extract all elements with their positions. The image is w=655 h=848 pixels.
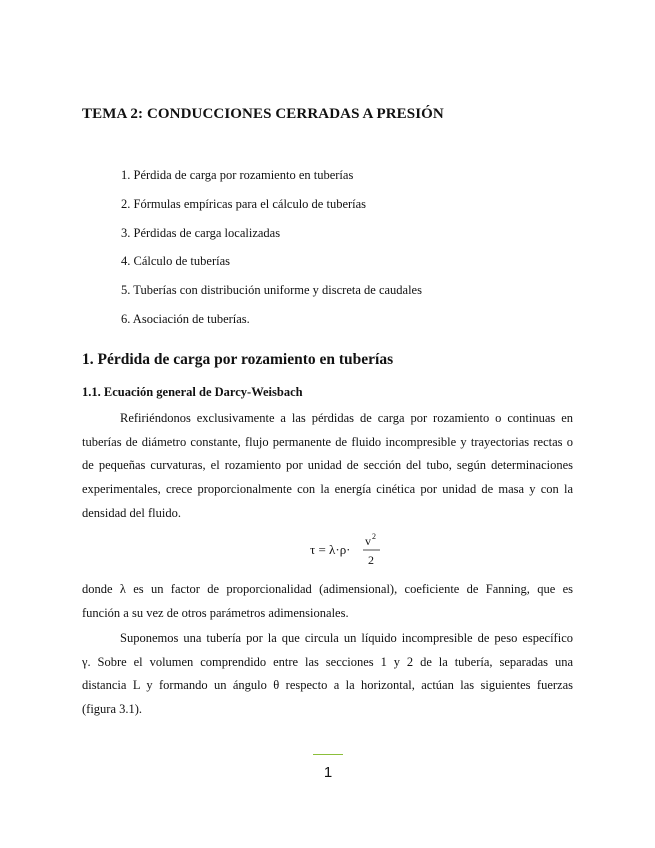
paragraph-1: [82, 407, 573, 525]
document-title: TEMA 2: CONDUCCIONES CERRADAS A PRESIÓN: [82, 106, 444, 122]
formula-denominator: 2: [368, 553, 374, 567]
paragraph-line: de pequeñas curvaturas, el rozamiento por unidad de sección del tubo, según determinaciones: [82, 458, 573, 473]
toc-item: 6. Asociación de tuberías.: [121, 311, 250, 326]
table-of-contents: [121, 165, 422, 338]
formula-exponent: 2: [372, 532, 376, 541]
subsection-heading: 1.1. Ecuación general de Darcy-Weisbach: [82, 385, 303, 399]
section-heading: 1. Pérdida de carga por rozamiento en tuberías: [82, 351, 394, 368]
fanning-formula: [310, 528, 390, 572]
paragraph-line: γ. Sobre el volumen comprendido entre las secciones 1 y 2 de la tubería, separadas una: [82, 654, 573, 669]
formula-numerator: v: [365, 534, 371, 548]
toc-item: 3. Pérdidas de carga localizadas: [121, 225, 281, 240]
paragraph-line: Suponemos una tubería por la que circula un líquido incompresible de peso específico: [120, 631, 573, 645]
paragraph-line: Refiriéndonos exclusivamente a las pérdidas de carga por rozamiento o continuas en: [120, 411, 573, 425]
paragraph-2: [82, 578, 573, 625]
toc-item: 5. Tuberías con distribución uniforme y discreta de caudales: [121, 283, 422, 298]
paragraph-line: función a su vez de otros parámetros adimensionales.: [82, 605, 349, 620]
toc-item: 2. Fórmulas empíricas para el cálculo de tuberías: [121, 196, 367, 211]
toc-item: 1. Pérdida de carga por rozamiento en tuberías: [121, 168, 354, 182]
paragraph-line: distancia L y formando un ángulo θ respecto a la horizontal, actúan las siguientes fuerzas: [82, 678, 573, 693]
paragraph-3: [82, 627, 573, 722]
page-number: 1: [323, 764, 333, 781]
paragraph-line: donde λ es un factor de proporcionalidad (adimensional), coeficiente de Fanning, que es: [82, 582, 573, 596]
footer-rule: [313, 754, 343, 755]
paragraph-line: densidad del fluido.: [82, 505, 181, 520]
formula-lhs: τ = λ·ρ·: [310, 542, 351, 557]
paragraph-line: (figura 3.1).: [82, 702, 143, 717]
toc-item: 4. Cálculo de tuberías: [121, 254, 230, 269]
paragraph-line: tuberías de diámetro constante, flujo permanente de fluido incompresible y trayectorias rectas o: [82, 434, 573, 449]
paragraph-line: experimentales, crece proporcionalmente con la energía cinética por unidad de masa y con la: [82, 482, 573, 497]
